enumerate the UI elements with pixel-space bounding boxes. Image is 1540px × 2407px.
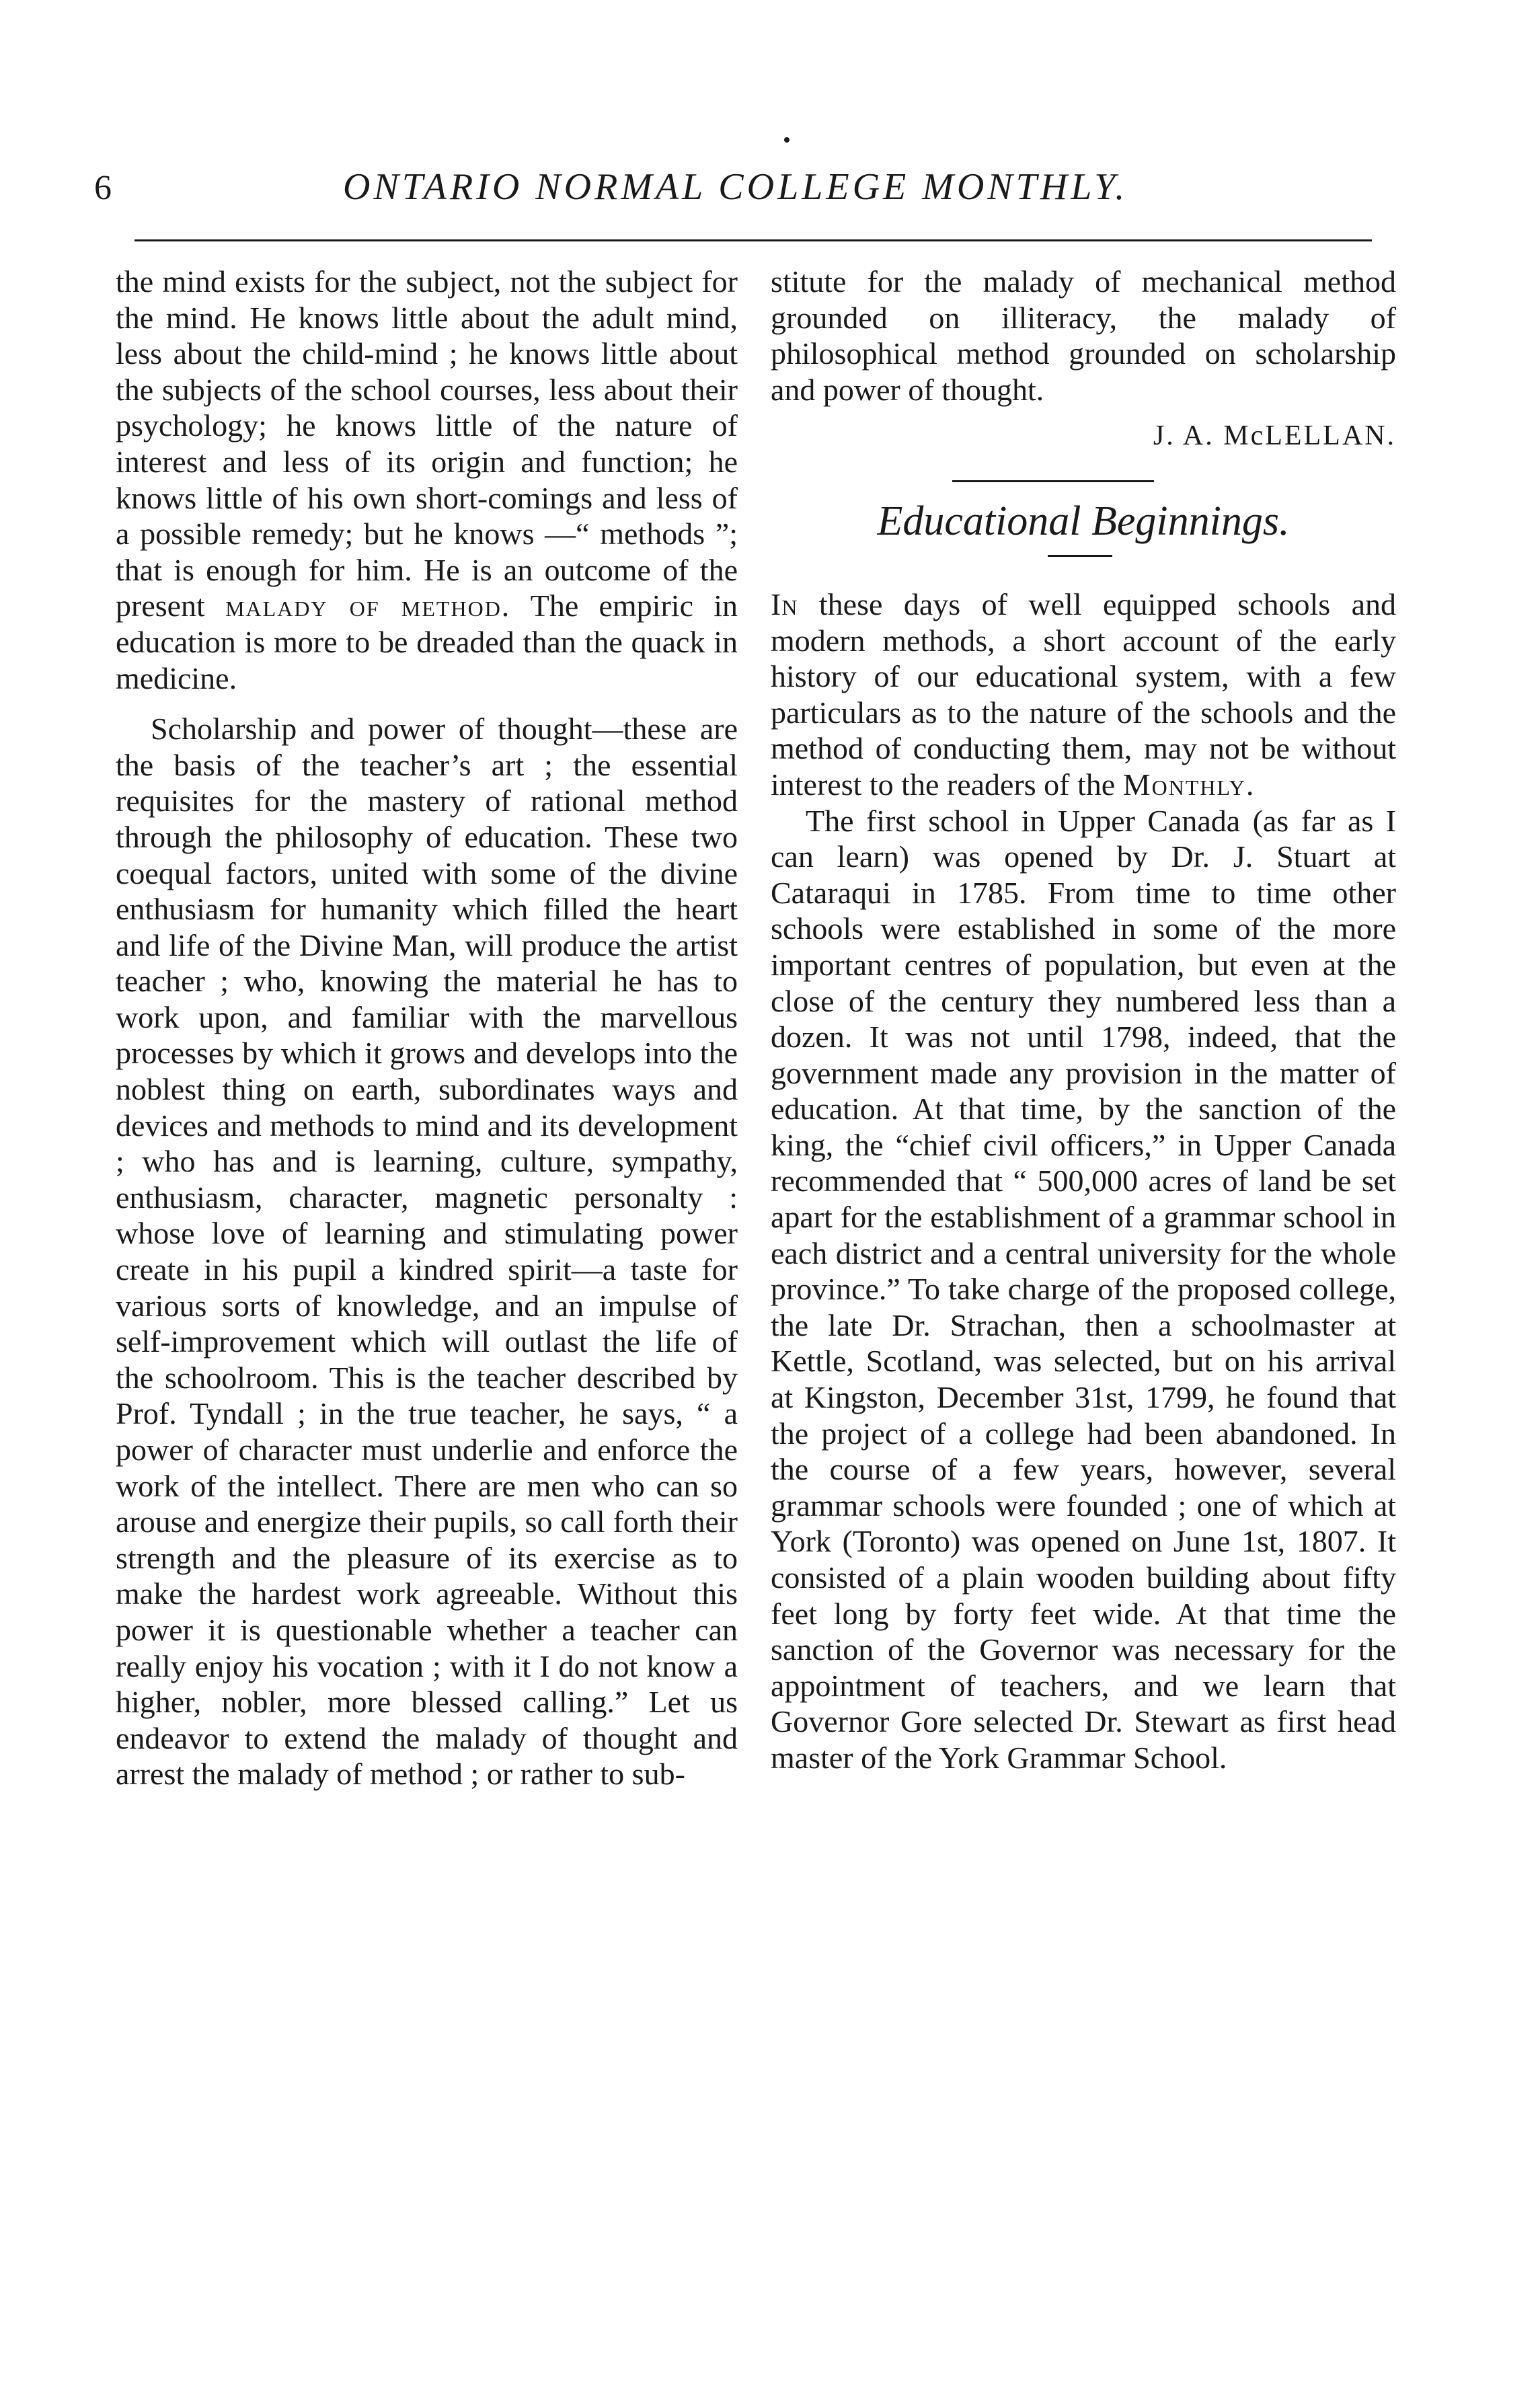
- article-lead-in: In: [771, 586, 798, 621]
- left-paragraph-1-text-a: the mind exists for the subject, not the subject for the mind. He knows little about the adult mind, less about the child-mind ; he knows little about the subjects of the school courses, less about their psychology; he knows little of the nature of interest and less of its origin and function; he knows little of his own short-comings and less of a possible remedy; but he knows —“ methods ”; that is enough for him. He is an outcome of the present: [116, 264, 738, 623]
- left-paragraph-1-smallcaps: malady of method.: [225, 588, 511, 623]
- header-rule: [134, 239, 1372, 241]
- article-paragraph-1: [771, 586, 1396, 803]
- left-column: [116, 264, 738, 1792]
- right-column: [771, 264, 1396, 1776]
- stray-dot-mark: [784, 137, 790, 143]
- article-paragraph-2: The first school in Upper Canada (as far as I can learn) was opened by Dr. J. Stuart at Cataraqui in 1785. From time to time other schools were established in some of the more important centres of population, but even at the close of the century they numbered less than a dozen. It was not until 1798, indeed, that the government made any provision in the matter of education. At that time, by the sanction of the king, the “chief civil officers,” in Upper Canada recommended that “ 500,000 acres of land be set apart for the establishment of a grammar school in each district and a central university for the whole province.” To take charge of the proposed college, the late Dr. Strachan, then a schoolmaster at Kettle, Scotland, was selected, but on his arrival at Kingston, December 31st, 1799, he found that the project of a college had been abandoned. In the course of a few years, however, several grammar schools were founded ; one of which at York (Toronto) was opened on June 1st, 1807. It consisted of a plain wooden building about fifty feet long by forty feet wide. At that time the sanction of the Governor was necessary for the appointment of teachers, and we learn that Governor Gore selected Dr. Stewart as first head master of the York Grammar School.: [771, 803, 1396, 1775]
- left-paragraph-1-text-b: The empiric in education is more to be dreaded than the quack in medicine.: [116, 588, 738, 695]
- article-paragraph-1-text: these days of well equipped schools and modern methods, a short account of the early history of our educational system, with a few particulars as to the nature of the schools and the method of conducting them, may not be without interest to the readers of the: [771, 586, 1396, 802]
- page-number: 6: [94, 169, 112, 207]
- article-title: Educational Beginnings.: [877, 498, 1290, 544]
- section-divider-rule: [952, 480, 1154, 482]
- left-paragraph-2: Scholarship and power of thought—these are the basis of the teacher’s art ; the essential requisites for the mastery of rational method through the philosophy of education. These two coequal factors, united with some of the divine enthusiasm for humanity which filled the heart and life of the Divine Man, will produce the artist teacher ; who, knowing the material he has to work upon, and familiar with the marvellous processes by which it grows and develops into the noblest thing on earth, subordinates ways and devices and methods to mind and its development ; who has and is learning, culture, sympathy, enthusiasm, character, magnetic personalty : whose love of learning and stimulating power create in his pupil a kindred spirit—a taste for various sorts of knowledge, and an impulse of self-improvement which will outlast the life of the schoolroom. This is the teacher described by Prof. Tyndall ; in the true teacher, he says, “ a power of character must underlie and enforce the work of the intellect. There are men who can so arouse and energize their pupils, so call forth their strength and the pleasure of its exercise as to make the hardest work agreeable. Without this power it is questionable whether a teacher can really enjoy his vocation ; with it I do not know a higher, nobler, more blessed calling.” Let us endeavor to extend the malady of thought and arrest the malady of method ; or rather to sub-: [116, 712, 738, 1792]
- left-paragraph-1: [116, 264, 738, 696]
- article-body: [771, 586, 1396, 1776]
- article-paragraph-1-smallcaps: Monthly.: [1122, 767, 1256, 802]
- title-underline-rule: [1048, 555, 1112, 557]
- author-signature: J. A. McLELLAN.: [1153, 420, 1396, 452]
- right-continuation-paragraph: stitute for the malady of mechanical method grounded on illiteracy, the malady of philosophical method grounded on scholarship and power of thought.: [771, 264, 1396, 407]
- running-title: ONTARIO NORMAL COLLEGE MONTHLY.: [343, 166, 1128, 208]
- page-header: [94, 161, 1385, 222]
